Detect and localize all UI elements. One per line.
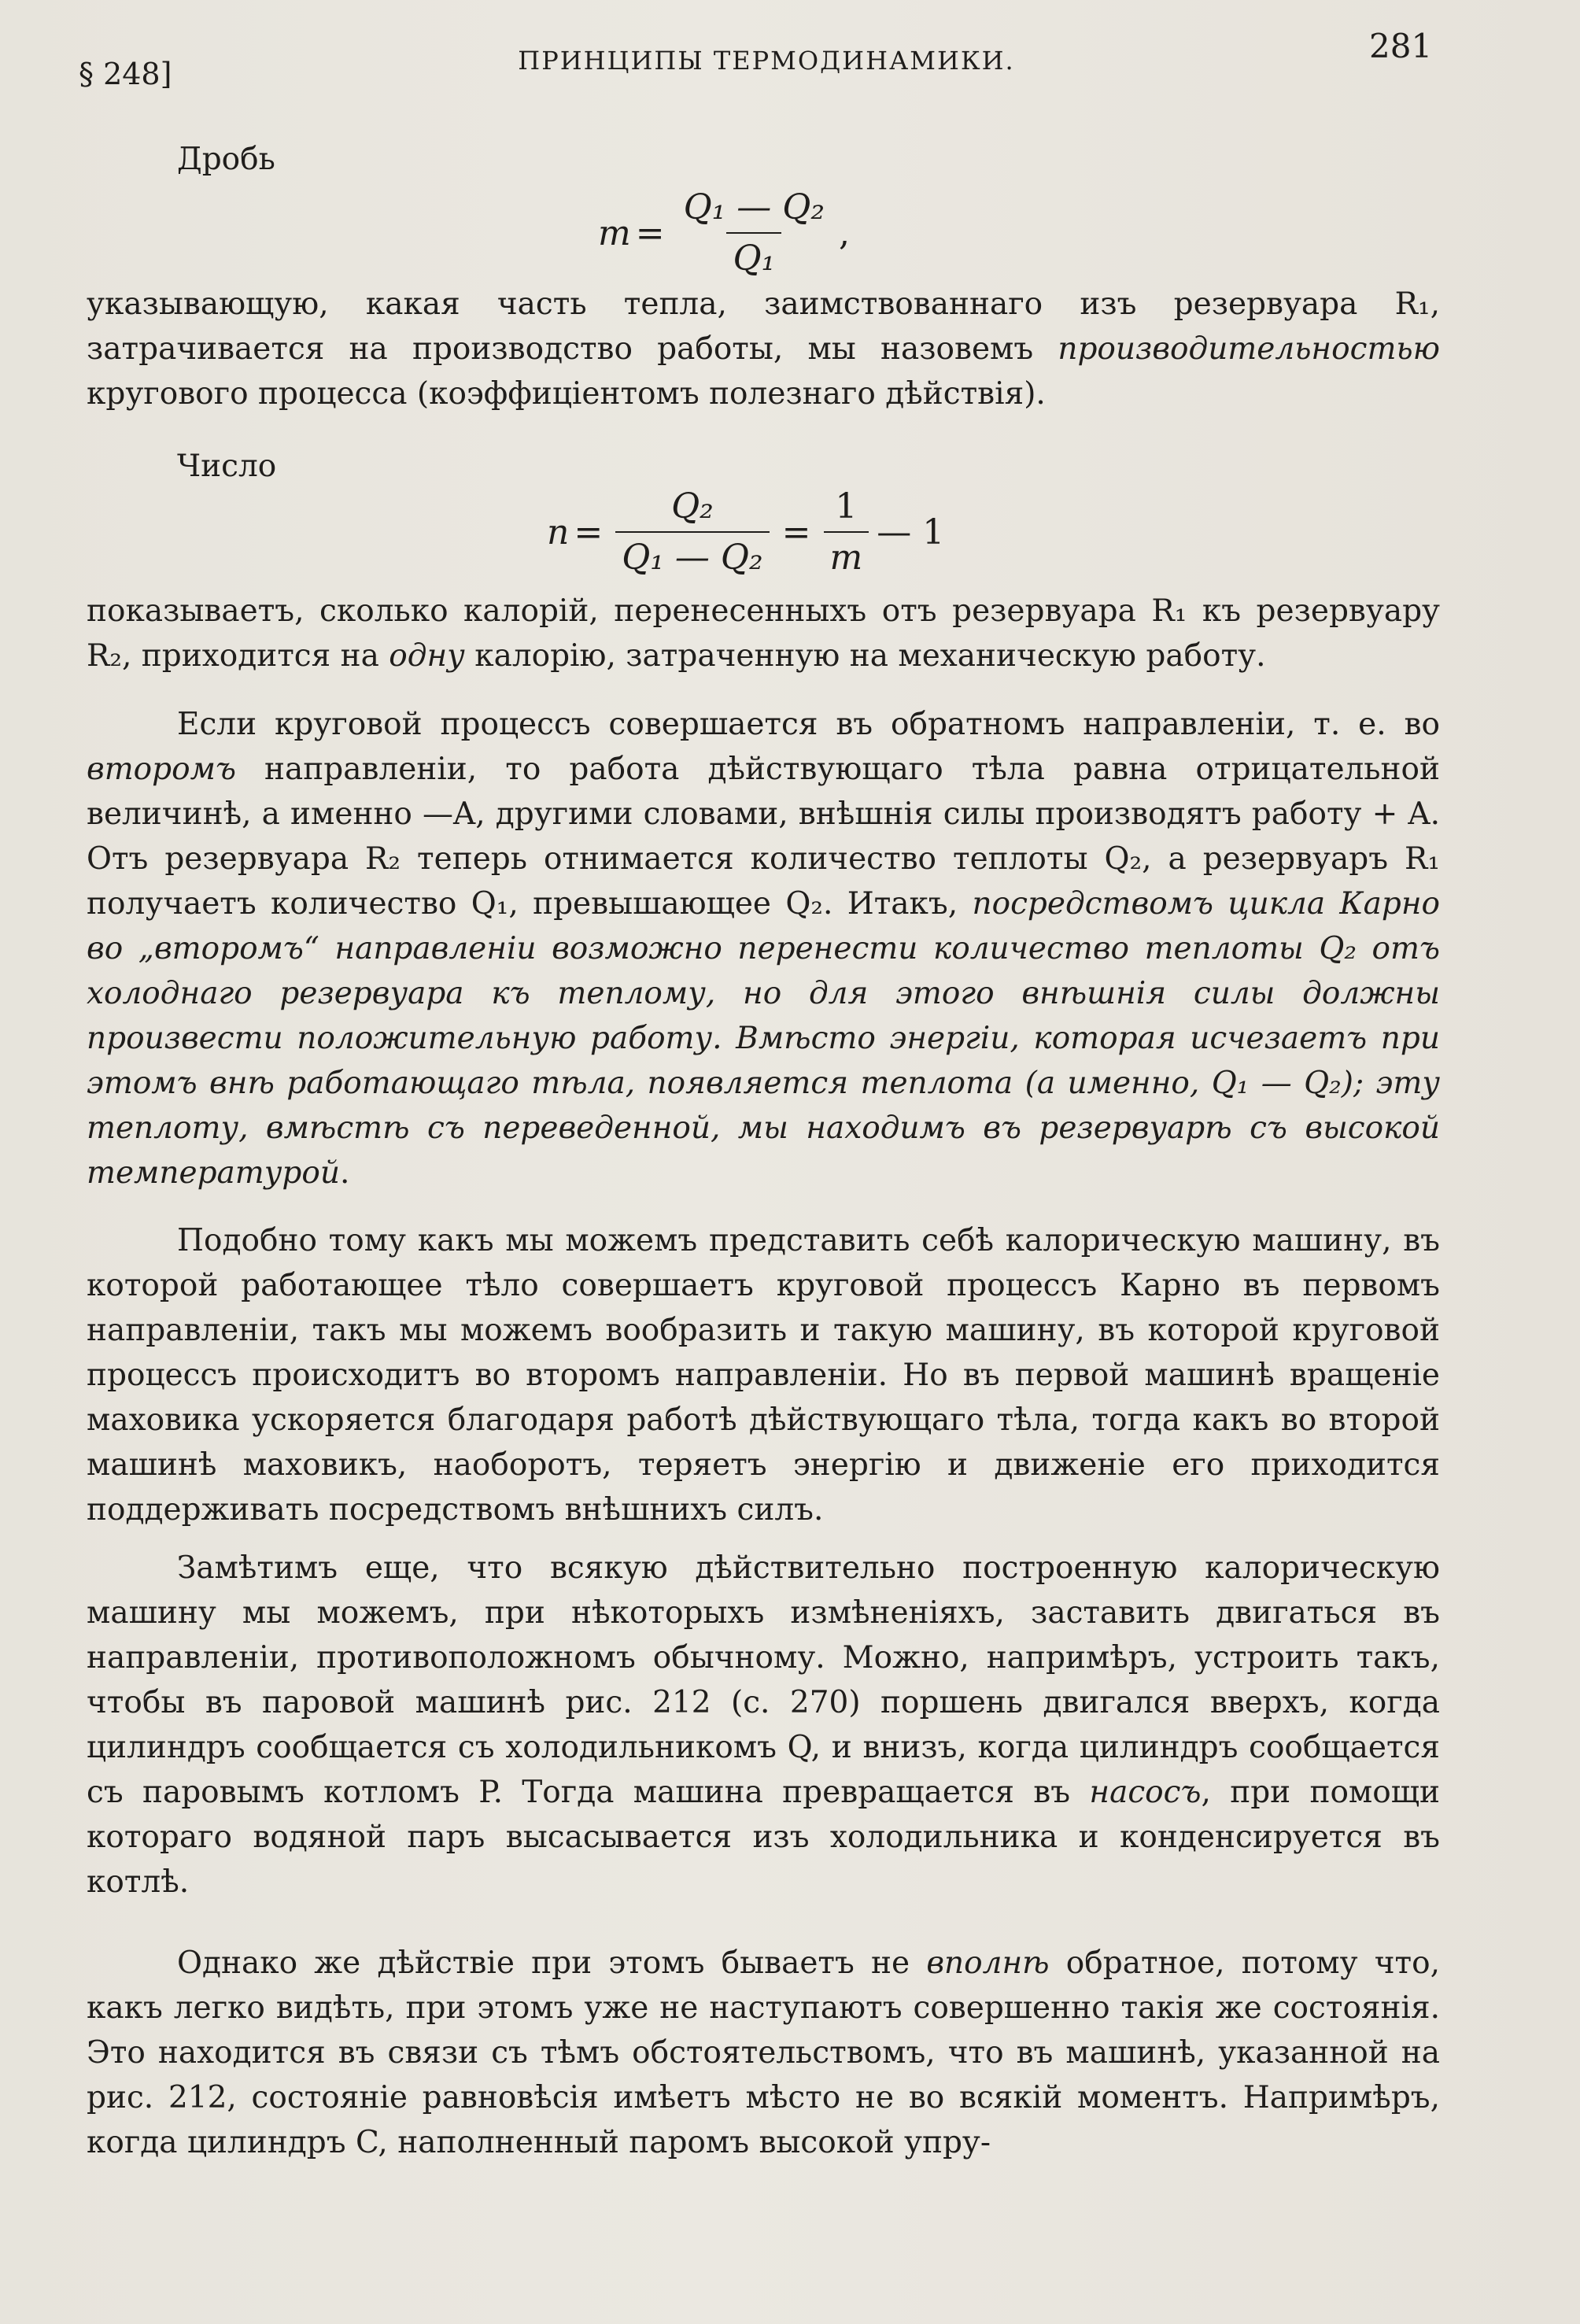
emphasis-statement: посредствомъ цикла Карно во „второмъ“ направленіи возможно перенести количество теплоты Q₂ отъ холоднаго резервуара къ теплому, но для этого внѣшнія силы должны произвести положительную работу. Вмѣсто энергіи, которая исчезаетъ при этомъ внѣ работающаго тѣла, появляется теплота (а именно, Q₁ — Q₂); эту теплоту, вмѣстѣ съ переведенной, мы находимъ въ резервуарѣ съ высокой температурой: [87, 886, 1440, 1191]
emphasis-one: одну: [389, 638, 465, 674]
formula-fraction: [615, 486, 769, 578]
formula-lhs: m: [598, 212, 631, 253]
emphasis-fully: вполнѣ: [926, 1945, 1050, 1981]
paragraph-caloric-machine: Подобно тому какъ мы можемъ представить себѣ калорическую машину, въ которой работающее тѣло совершаетъ круговой процессъ Карно въ первомъ направленіи, такъ мы можемъ вообразить и такую машину, въ которой круговой процессъ происходитъ во второмъ направленіи. Но въ первой машинѣ вращеніе маховика ускоряется благодаря работѣ дѣйствующаго тѣла, тогда какъ во второй машинѣ маховикъ, наоборотъ, теряетъ энергію и движеніе его приходится поддерживать посредствомъ внѣшнихъ силъ.: [87, 1223, 1440, 1528]
formula-fraction: [824, 486, 869, 578]
formula-numerator: 1: [835, 486, 858, 527]
paragraph-efficiency: [87, 282, 1440, 416]
paragraph-text: кругового процесса (коэффиціентомъ полезнаго дѣйствія).: [87, 376, 1046, 412]
section-reference: § 248]: [79, 57, 172, 91]
paragraph-text: обратное, потому что, какъ легко видѣть, при этомъ уже не наступаютъ совершенно такія же состоянія. Это находится въ связи съ тѣмъ обстоятельствомъ, что въ машинѣ, указанной на рис. 212, состояніе равновѣсія имѣетъ мѣсто не во всякій моментъ. Напримѣръ, когда цилиндръ C, наполненный паромъ высокой упру-: [87, 1945, 1441, 2160]
paragraph-text: Если круговой процессъ совершается въ обратномъ направленіи, т. е. во: [177, 707, 1440, 742]
formula-denominator: Q₁: [726, 232, 781, 279]
paragraph-text: калорію, затраченную на механическую работу.: [464, 638, 1266, 674]
emphasis-second-direction: второмъ: [87, 752, 236, 787]
efficiency-term: производительностью: [1058, 331, 1440, 367]
paragraph-text: Однако же дѣйствіе при этомъ бываетъ не: [177, 1945, 927, 1981]
formula-fraction: [677, 187, 831, 279]
paragraph-text: показываетъ, сколько калорій, перенесенныхъ отъ резервуара R₁ къ резервуару R₂, приходится на: [87, 593, 1440, 674]
page-number: 281: [1369, 27, 1433, 65]
paragraph-steam-engine: [87, 1546, 1440, 1905]
formula-equals: =: [574, 512, 604, 552]
fraction-label: Дробь: [177, 142, 275, 177]
paragraph-text: указывающую, какая часть тепла, заимствованнаго изъ резервуара R₁, затрачивается на производство работы, мы назовемъ: [87, 286, 1440, 367]
paragraph-calories: [87, 589, 1440, 678]
formula-ratio: [547, 486, 944, 578]
formula-trailing-term: — 1: [877, 512, 945, 552]
paragraph-text: Замѣтимъ еще, что всякую дѣйствительно построенную калорическую машину мы можемъ, при нѣкоторыхъ измѣненіяхъ, заставить двигаться въ направленіи, противоположномъ обычному. Можно, напримѣръ, устроить такъ, чтобы въ паровой машинѣ рис. 212 (с. 270) поршень двигался вверхъ, когда цилиндръ сообщается съ холодильникомъ Q, и внизъ, когда цилиндръ сообщается съ паровымъ котломъ P. Тогда машина превращается въ: [87, 1550, 1440, 1810]
formula-efficiency: [598, 187, 850, 279]
formula-lhs: n: [547, 512, 570, 552]
formula-denominator: Q₁ — Q₂: [615, 531, 769, 578]
formula-equals: =: [635, 212, 665, 253]
paragraph-reverse-cycle: [87, 702, 1440, 1195]
formula-numerator: Q₁ — Q₂: [683, 187, 825, 227]
number-label: Число: [177, 449, 277, 484]
emphasis-pump: насосъ: [1089, 1775, 1202, 1810]
paragraph-not-fully-reversible: [87, 1941, 1440, 2165]
paragraph-text: направленіи, то работа дѣйствующаго тѣла равна отрицательной величинѣ, а именно —A, другими словами, внѣшнія силы производятъ работу + A. Отъ резервуара R₂ теперь отнимается количество теплоты Q₂, а резервуаръ R₁ получаетъ количество Q₁, превышающее Q₂. Итакъ,: [87, 752, 1440, 922]
formula-denominator: m: [824, 531, 869, 578]
formula-equals: =: [781, 512, 811, 552]
paragraph-text: , при помощи котораго водяной паръ высасывается изъ холодильника и конденсируется въ котлѣ.: [87, 1775, 1441, 1900]
running-title: ПРИНЦИПЫ ТЕРМОДИНАМИКИ.: [518, 46, 1015, 76]
paragraph-text: .: [339, 1155, 350, 1191]
formula-numerator: Q₂: [671, 486, 714, 527]
formula-trailing-comma: ,: [839, 212, 851, 253]
